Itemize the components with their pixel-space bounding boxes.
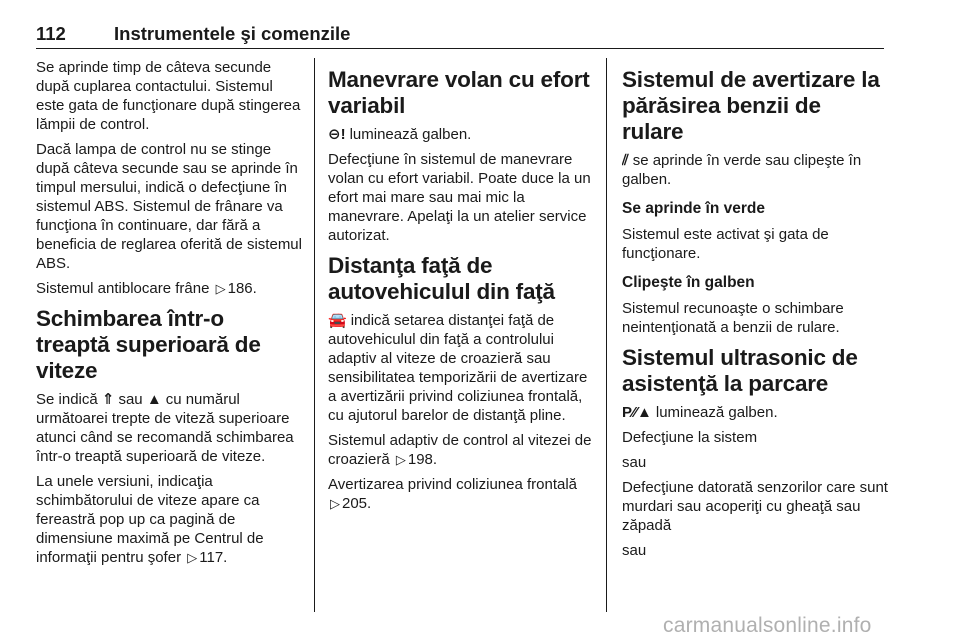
sensor-fault-paragraph: Defecţiune datorată senzorilor care sunt murdari sau acoperiţi cu gheaţă sau zăpadă xyxy=(622,479,888,534)
acc-page-link[interactable]: 198. xyxy=(407,451,438,468)
lane-light-text: se aprinde în verde sau clipeşte în galben. xyxy=(622,152,862,188)
section-heading-lane-departure: Sistemul de avertizare la părăsirea benzii de rulare xyxy=(622,67,880,144)
column-1 xyxy=(36,58,302,613)
distance-paragraph xyxy=(328,311,592,425)
fcw-reference-paragraph xyxy=(328,475,592,513)
fcw-reference-text: Avertizarea privind coliziunea frontală xyxy=(328,476,578,493)
section-heading-steering: Manevrare volan cu efort variabil xyxy=(328,67,590,118)
column-divider-2 xyxy=(606,58,607,612)
upshift-arrow-icon: ▲ xyxy=(146,391,162,408)
page-number: 112 xyxy=(36,23,66,44)
parking-assist-icon: P⁄⁄▲ xyxy=(622,404,652,421)
abs-light-paragraph-1: Se aprinde timp de câteva secunde după cuplarea contactului. Sistemul este gata de funcţionare după stingerea lămpii de control. xyxy=(36,59,301,133)
page-ref-icon: ▷ xyxy=(187,550,198,565)
steering-fault-paragraph: Defecţiune în sistemul de manevrare volan cu efort variabil. Poate duce la un efort mai mare sau mai mic la manevrare. Apelaţi la un atelier service autorizat. xyxy=(328,151,591,244)
upshift-text-b: sau xyxy=(118,391,143,408)
page-ref-icon: ▷ xyxy=(330,496,340,511)
gear-popup-text: La unele versiuni, indicaţia schimbătorului de viteze apare ca fereastră pop up ca pagină de dimensiune maximă pe Centrul de informaţii pentru şofer xyxy=(36,473,264,566)
page-header xyxy=(36,18,884,49)
lane-departure-icon: ⫽ xyxy=(622,152,629,169)
distance-text: indică setarea distanţei faţă de autovehiculul din faţă a controlului adaptiv al viteze de croazieră sau sensibilitatea temporizării de avertizare a avertizării privind coliziunea frontală, cu ajutorul barelor de distanţă pline. xyxy=(328,312,588,424)
lane-light-paragraph xyxy=(622,151,888,189)
gear-popup-paragraph xyxy=(36,472,302,567)
column-3 xyxy=(622,58,888,613)
upshift-icon: ⇑ xyxy=(101,391,115,408)
upshift-paragraph xyxy=(36,390,302,466)
running-title: Instrumentele şi comenzile xyxy=(114,23,351,44)
section-heading-parking-assist: Sistemul ultrasonic de asistenţă la parcare xyxy=(622,345,858,396)
parking-light-text: luminează galben. xyxy=(655,404,778,421)
page-ref-icon: ▷ xyxy=(395,452,406,467)
or-paragraph-2: sau xyxy=(622,542,647,559)
subheading-green: Se aprinde în verde xyxy=(622,200,765,217)
parking-fault-paragraph: Defecţiune la sistem xyxy=(622,429,758,446)
column-2 xyxy=(328,58,592,613)
yellow-paragraph: Sistemul recunoaşte o schimbare neintenţionată a benzii de rulare. xyxy=(622,300,844,336)
page-ref-icon: ▷ xyxy=(215,281,226,296)
fcw-page-link[interactable]: 205. xyxy=(342,495,372,512)
acc-reference-text: Sistemul adaptiv de control al vitezei de croazieră xyxy=(328,432,592,468)
subheading-yellow: Clipeşte în galben xyxy=(622,274,755,291)
dic-page-link[interactable]: 117. xyxy=(199,549,228,566)
column-divider-1 xyxy=(314,58,315,612)
parking-light-paragraph xyxy=(622,403,888,422)
watermark: carmanualsonline.info xyxy=(663,614,872,637)
section-heading-following-distance: Distanţa faţă de autovehiculul din faţă xyxy=(328,253,555,304)
abs-reference-paragraph xyxy=(36,279,302,298)
abs-light-paragraph-2: Dacă lampa de control nu se stinge după câteva secunde sau se aprinde în timpul mersului, indică o defecţiune în sistemul ABS. Sistemul de frânare va funcţiona în continuare, dar fără a beneficia de reglarea oferită de sistemul ABS. xyxy=(36,141,302,272)
upshift-text-a: Se indică xyxy=(36,391,98,408)
section-heading-upshift: Schimbarea într-o treaptă superioară de viteze xyxy=(36,306,261,383)
upshift-text-c: cu numărul următoarei trepte de viteză superioare atunci când se recomandă schimbarea într-o treaptă superioară de viteze. xyxy=(36,391,294,465)
following-distance-icon: 🚘 xyxy=(328,312,347,329)
abs-reference-text: Sistemul antiblocare frâne xyxy=(36,280,210,297)
green-paragraph: Sistemul este activat şi gata de funcţionare. xyxy=(622,226,829,262)
or-paragraph-1: sau xyxy=(622,454,647,471)
acc-reference-paragraph xyxy=(328,431,592,469)
steering-light-text: luminează galben. xyxy=(349,126,472,143)
steering-warning-icon: ⊖! xyxy=(328,126,346,143)
abs-page-link[interactable]: 186. xyxy=(227,280,257,297)
steering-light-paragraph xyxy=(328,125,592,144)
